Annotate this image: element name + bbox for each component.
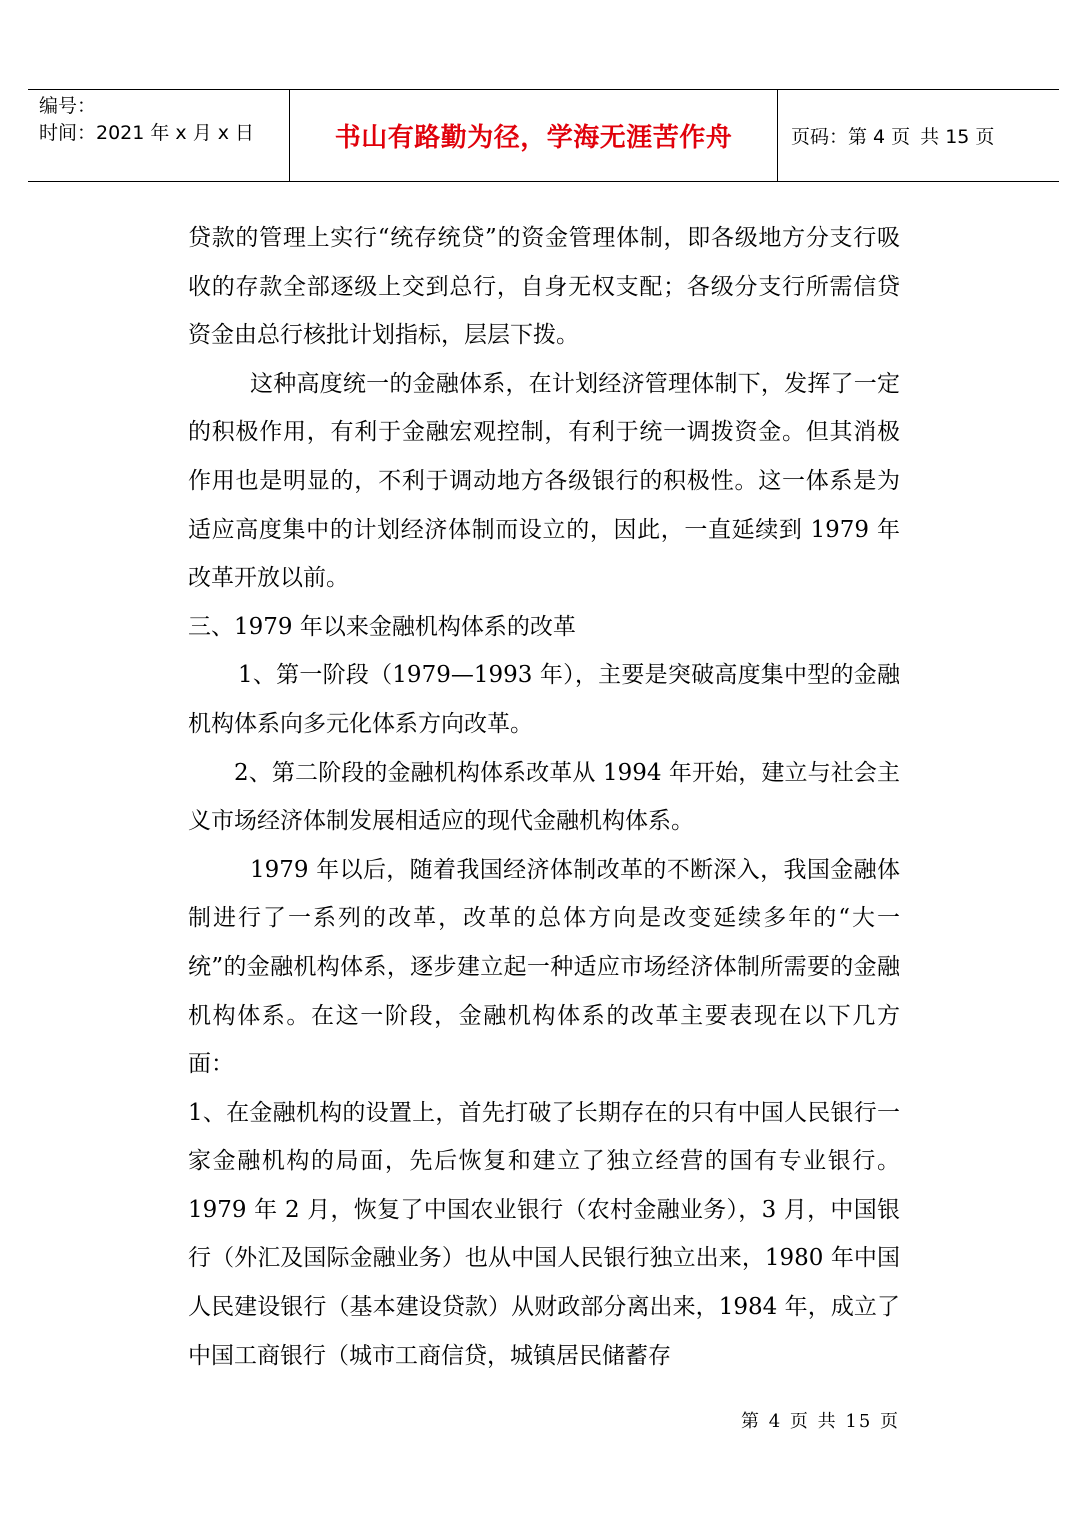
header-page-info	[778, 90, 1059, 181]
header-motto: 书山有路勤为径，学海无涯苦作舟	[290, 90, 778, 181]
document-header	[28, 89, 1059, 182]
body-paragraph: 1、在金融机构的设置上，首先打破了长期存在的只有中国人民银行一家金融机构的局面，先后恢复和建立了独立经营的国有专业银行。1979 年 2 月，恢复了中国农业银行（农村金融业务），3 月，中国银行（外汇及国际金融业务）也从中国人民银行独立出来，1980 年中国人民建设银行（基本建设贷款）从财政部分离出来，1984 年，成立了中国工商银行（城市工商信贷，城镇居民储蓄存	[188, 1099, 900, 1369]
header-meta-cell	[28, 90, 290, 181]
page-footer: 第 4 页 共 15 页	[741, 1411, 900, 1432]
document-body	[188, 214, 900, 1380]
body-paragraph: 1、第一阶段（1979—1993 年），主要是突破高度集中型的金融机构体系向多元化体系方向改革。	[188, 662, 900, 737]
header-page-number: 页码：第 4 页	[791, 126, 911, 148]
body-paragraph: 2、第二阶段的金融机构体系改革从 1994 年开始，建立与社会主义市场经济体制发展相适应的现代金融机构体系。	[188, 759, 900, 835]
body-paragraph: 这种高度统一的金融体系，在计划经济管理体制下，发挥了一定的积极作用，有利于金融宏观控制，有利于统一调拨资金。但其消极作用也是明显的，不利于调动地方各级银行的积极性。这一体系是为适应高度集中的计划经济体制而设立的，因此，一直延续到 1979 年改革开放以前。	[188, 370, 900, 592]
body-paragraph: 1979 年以后，随着我国经济体制改革的不断深入，我国金融体制进行了一系列的改革，改革的总体方向是改变延续多年的“大一统”的金融机构体系，逐步建立起一种适应市场经济体制所需要的金融机构体系。在这一阶段，金融机构体系的改革主要表现在以下几方面：	[188, 856, 900, 1078]
body-paragraph: 贷款的管理上实行“统存统贷”的资金管理体制，即各级地方分支行吸收的存款全部逐级上交到总行，自身无权支配；各级分支行所需信贷资金由总行核批计划指标，层层下拨。	[188, 225, 900, 349]
document-time-label: 时间：2021 年 x 月 x 日	[39, 122, 255, 144]
section-heading: 三、1979 年以来金融机构体系的改革	[188, 613, 576, 640]
header-total-pages: 共 15 页	[920, 126, 995, 148]
document-number-label: 编号：	[39, 95, 97, 117]
